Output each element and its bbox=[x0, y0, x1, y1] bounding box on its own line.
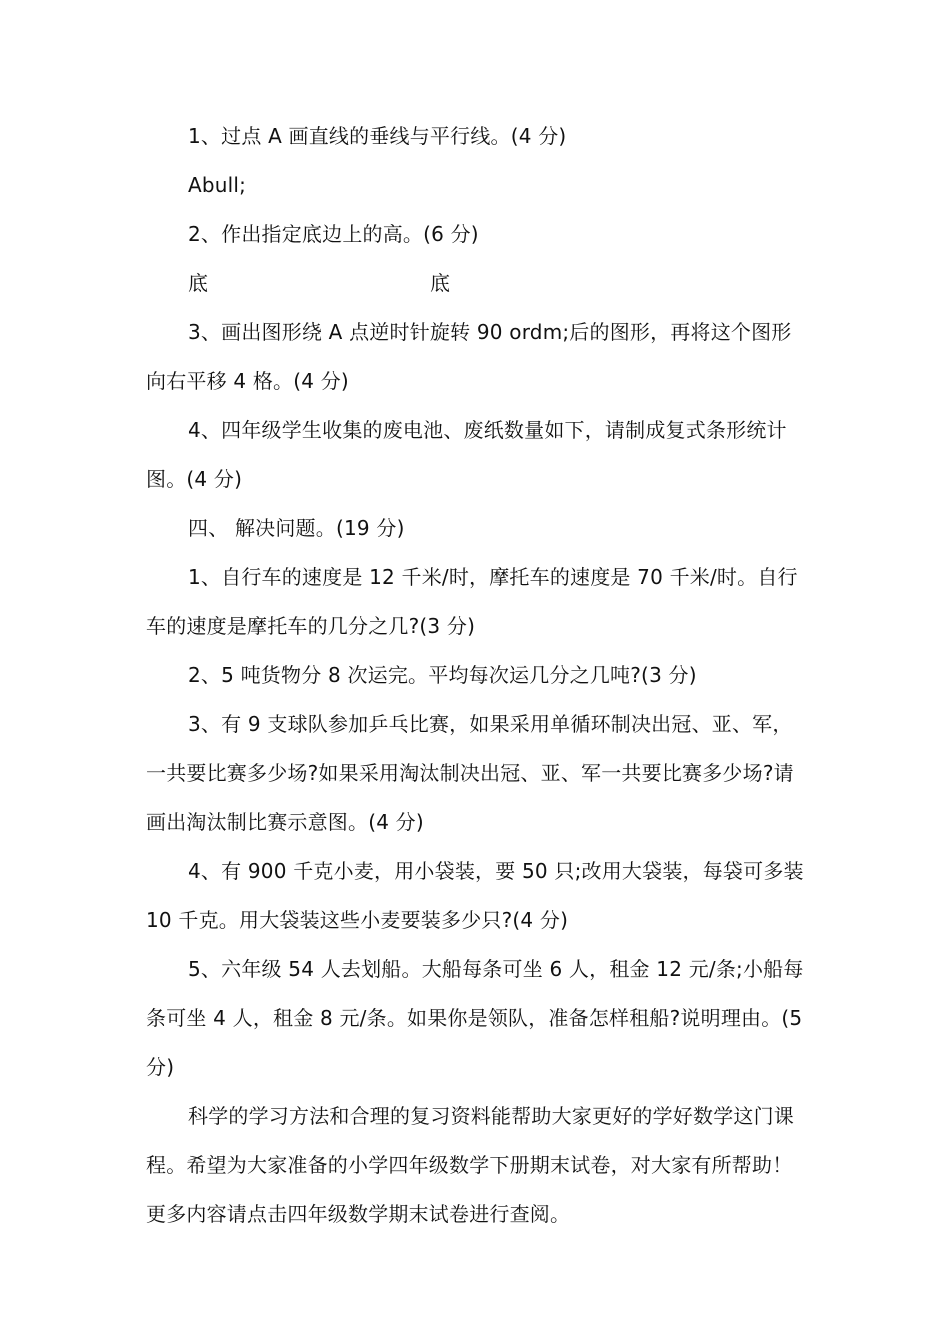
section-heading-solve-problems: 四、 解决问题。(19 分) bbox=[188, 516, 405, 540]
problem-boat-rental: 5、六年级 54 人去划船。大船每条可坐 6 人，租金 12 元/条;小船每条可坐 4 人，租金 8 元/条。如果你是领队，准备怎样租船?说明理由。(5 分) bbox=[146, 957, 804, 1079]
stray-text-abull: Abull; bbox=[188, 173, 247, 197]
problem-wheat-bags: 4、有 900 千克小麦，用小袋装，要 50 只;改用大袋装，每袋可多装 10 千克。用大袋装这些小麦要装多少只?(4 分) bbox=[146, 859, 804, 932]
question-draw-perpendicular-parallel: 1、过点 A 画直线的垂线与平行线。(4 分) bbox=[188, 124, 567, 148]
problem-cargo: 2、5 吨货物分 8 次运完。平均每次运几分之几吨?(3 分) bbox=[188, 663, 697, 687]
question-draw-height: 2、作出指定底边上的高。(6 分) bbox=[188, 222, 479, 246]
base-label-left: 底 bbox=[188, 271, 208, 295]
document-page bbox=[146, 112, 810, 1239]
closing-paragraph: 科学的学习方法和合理的复习资料能帮助大家更好的学好数学这门课程。希望为大家准备的小学四年级数学下册期末试卷，对大家有所帮助！更多内容请点击四年级数学期末试卷进行查阅。 bbox=[146, 1104, 794, 1226]
base-labels-row bbox=[146, 259, 810, 308]
question-rotate-translate: 3、画出图形绕 A 点逆时针旋转 90 ordm;后的图形，再将这个图形向右平移 4 格。(4 分) bbox=[146, 320, 792, 393]
problem-table-tennis: 3、有 9 支球队参加乒乓比赛，如果采用单循环制决出冠、亚、军，一共要比赛多少场?如果采用淘汰制决出冠、亚、军一共要比赛多少场?请画出淘汰制比赛示意图。(4 分) bbox=[146, 712, 794, 834]
question-bar-chart: 4、四年级学生收集的废电池、废纸数量如下，请制成复式条形统计图。(4 分) bbox=[146, 418, 787, 491]
base-label-right: 底 bbox=[430, 271, 450, 295]
problem-bicycle-speed: 1、自行车的速度是 12 千米/时，摩托车的速度是 70 千米/时。自行车的速度是摩托车的几分之几?(3 分) bbox=[146, 565, 798, 638]
